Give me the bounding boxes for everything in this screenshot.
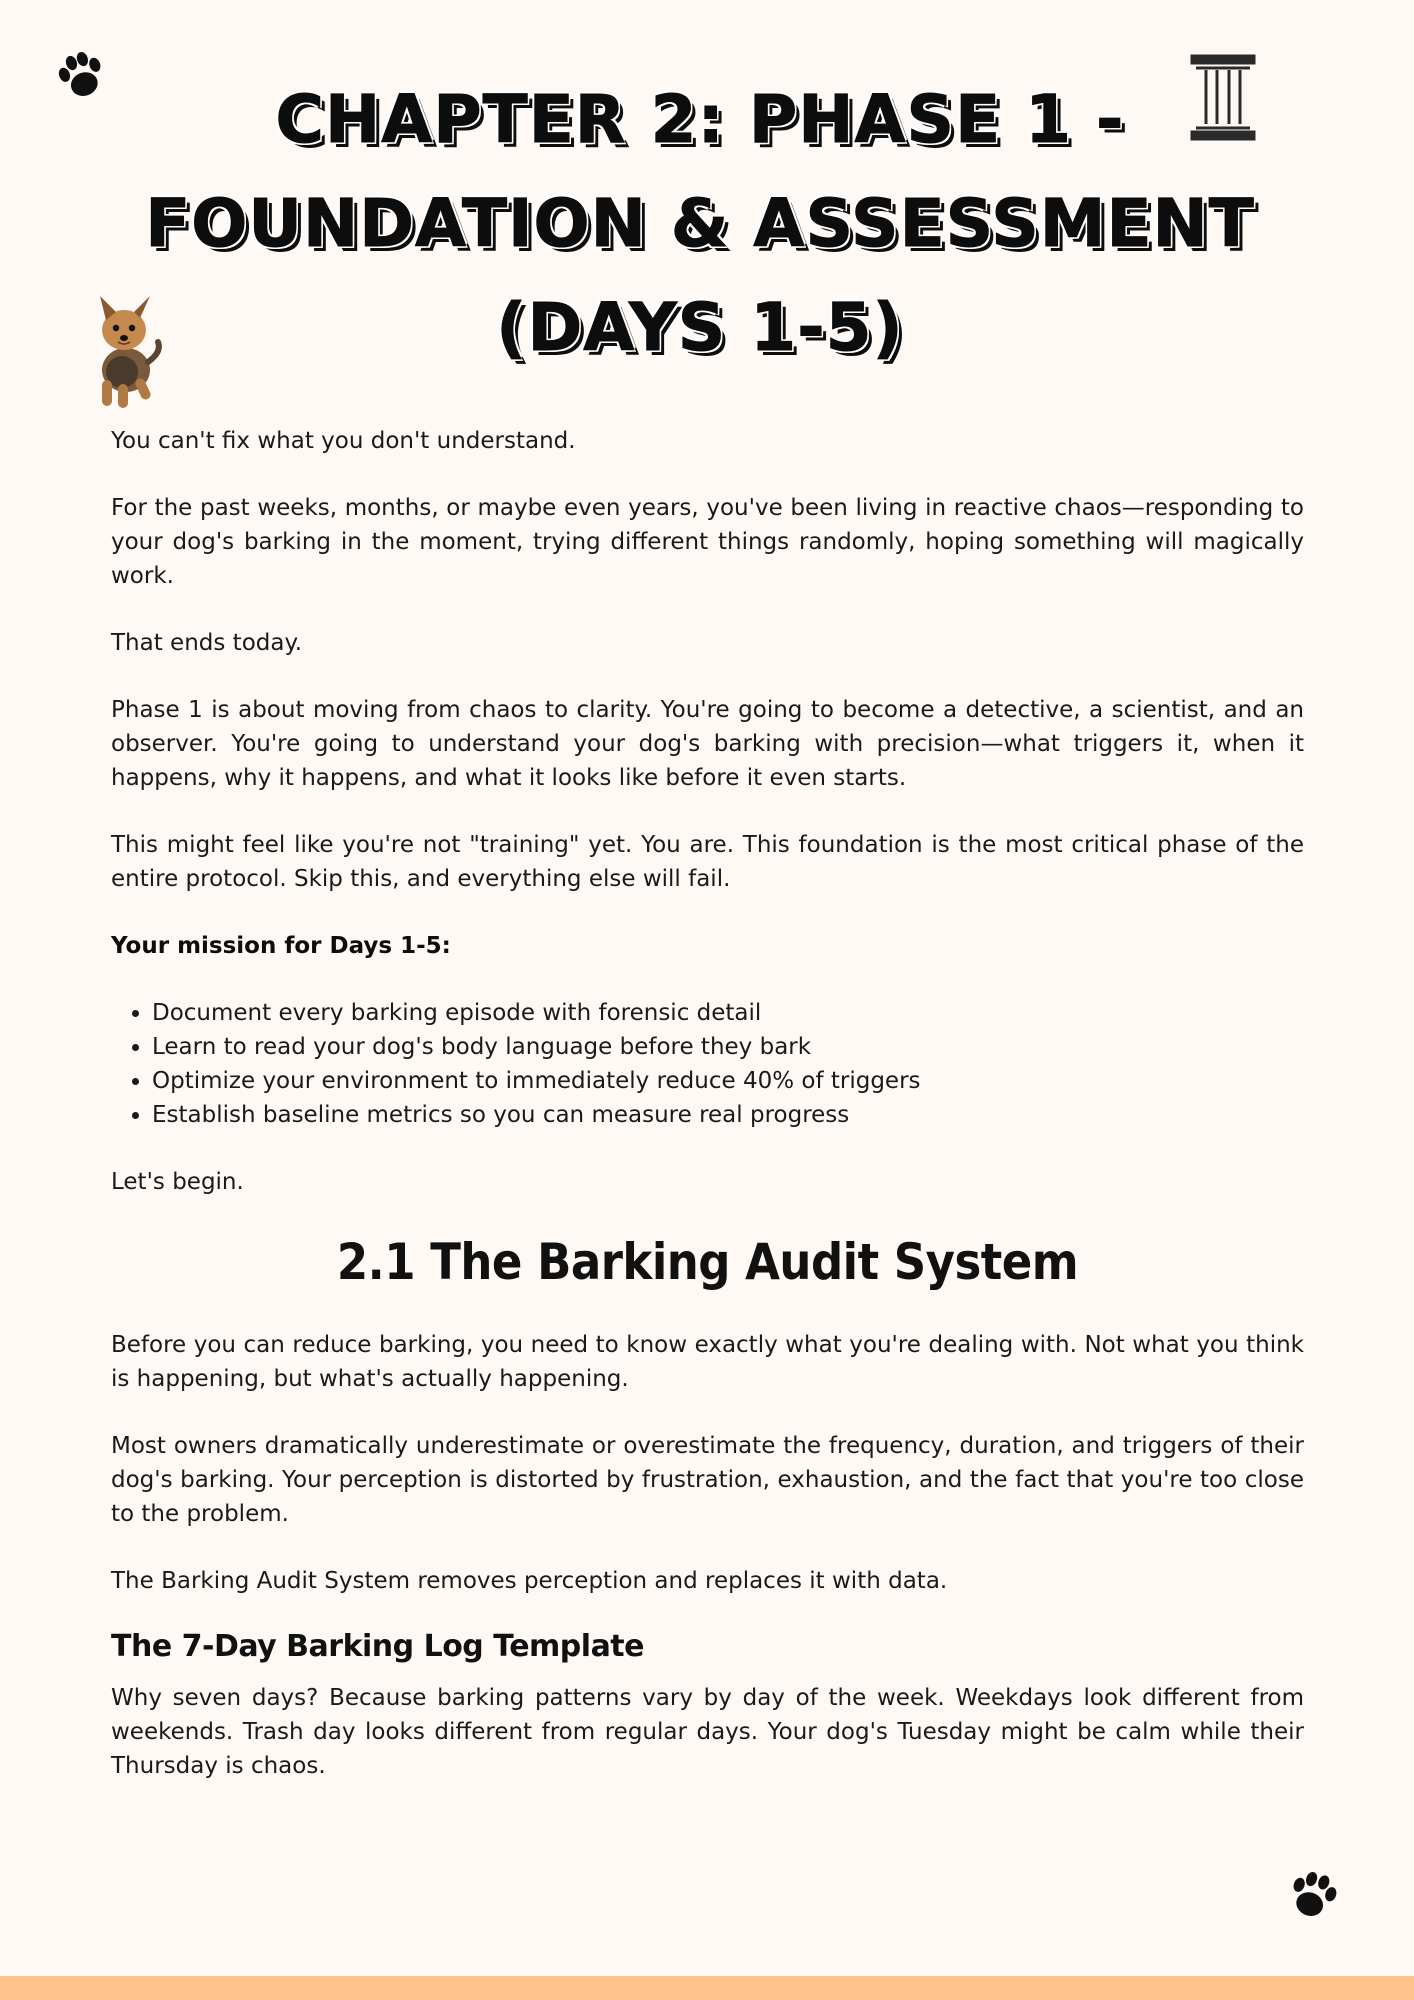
section-paragraph: The Barking Audit System removes perception and replaces it with data. — [111, 1568, 948, 1594]
section-paragraph: Why seven days? Because barking patterns vary by day of the week. Weekdays look different from weekends. Trash day looks different from regular days. Your dog's Tuesday might be calm while their Thursday is chaos. — [111, 1685, 1304, 1779]
subsection-heading: The 7-Day Barking Log Template — [111, 1629, 644, 1664]
bottom-bar — [0, 1976, 1414, 2000]
chapter-content — [111, 424, 1304, 1816]
chapter-title — [120, 68, 1280, 380]
intro-paragraph: That ends today. — [111, 630, 303, 656]
mission-list — [111, 996, 1304, 1132]
chapter-title-line: FOUNDATION & ASSESSMENT — [145, 185, 1255, 262]
intro-paragraph: This might feel like you're not "training" yet. You are. This foundation is the most critical phase of the entire protocol. Skip this, and everything else will fail. — [111, 832, 1304, 892]
section-heading: 2.1 The Barking Audit System — [336, 1233, 1079, 1291]
intro-paragraph: Let's begin. — [111, 1169, 244, 1195]
section-paragraph: Most owners dramatically underestimate or overestimate the frequency, duration, and triggers of their dog's barking. Your perception is distorted by frustration, exhaustion, and the fact that you're too close to the problem. — [111, 1433, 1304, 1527]
mission-heading: Your mission for Days 1-5: — [111, 933, 451, 959]
intro-paragraph: Phase 1 is about moving from chaos to clarity. You're going to become a detective, a scientist, and an observer. You're going to understand your dog's barking with precision—what triggers it, when it happens, why it happens, and what it looks like before it even starts. — [111, 697, 1304, 791]
section-paragraph: Before you can reduce barking, you need to know exactly what you're dealing with. Not what you think is happening, but what's actually happening. — [111, 1332, 1304, 1392]
list-item: • Establish baseline metrics so you can measure real progress — [152, 1098, 1304, 1132]
intro-paragraph: You can't fix what you don't understand. — [111, 428, 576, 454]
list-item: • Learn to read your dog's body language before they bark — [152, 1030, 1304, 1064]
paw-print-icon — [50, 44, 112, 106]
intro-paragraph: For the past weeks, months, or maybe even years, you've been living in reactive chaos—responding to your dog's barking in the moment, trying different things randomly, hoping something will magically work. — [111, 495, 1304, 589]
paw-print-icon — [1282, 1864, 1344, 1926]
list-item: • Optimize your environment to immediately reduce 40% of triggers — [152, 1064, 1304, 1098]
chapter-title-line: (DAYS 1-5) — [496, 289, 904, 366]
list-item: • Document every barking episode with forensic detail — [152, 996, 1304, 1030]
chapter-title-line: CHAPTER 2: PHASE 1 - — [275, 81, 1125, 158]
